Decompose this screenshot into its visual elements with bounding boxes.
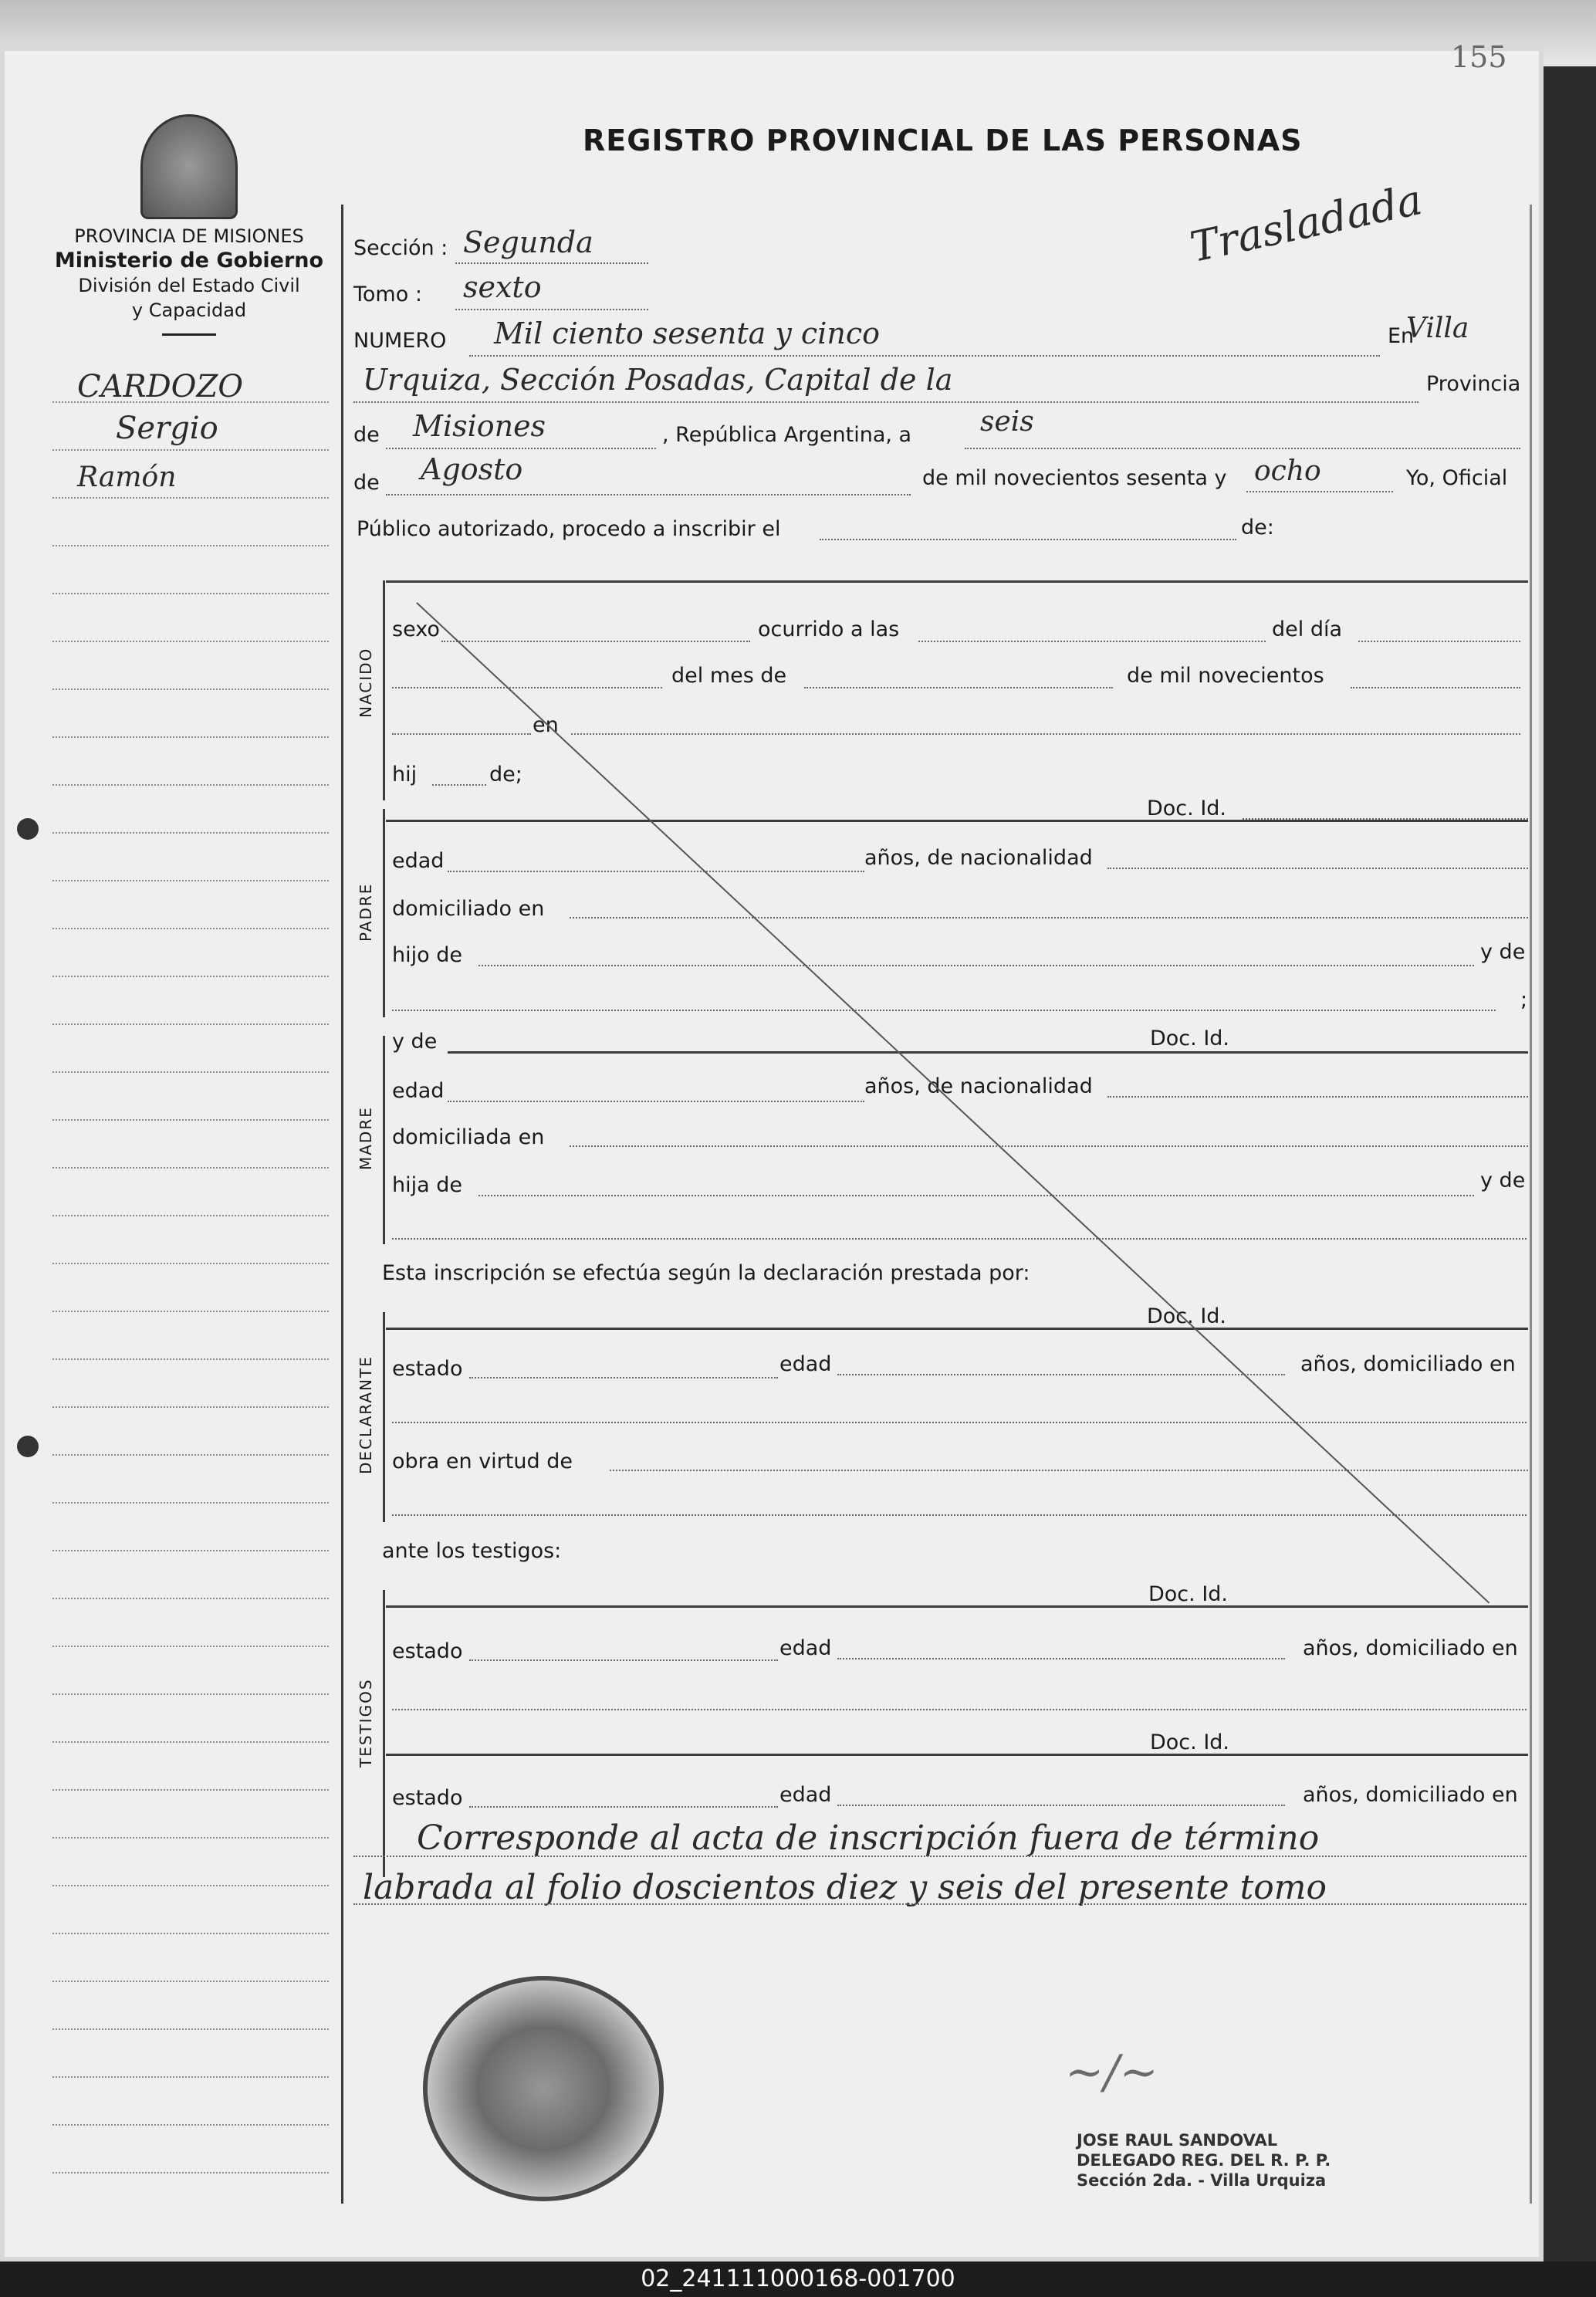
margin-rule-line — [52, 1502, 329, 1504]
note-rule1 — [353, 1856, 1527, 1857]
testigos-mid-rule — [386, 1754, 1528, 1756]
margin-rule-line — [52, 2124, 329, 2126]
madre-edad-line — [448, 1101, 864, 1102]
testigos-estado1-line — [469, 1659, 778, 1661]
margin-rule-line — [52, 641, 329, 642]
annulled-stamp: Trasladada — [1185, 175, 1426, 272]
binder-hole-icon — [17, 1436, 39, 1457]
provincia-label: Provincia — [1426, 372, 1521, 396]
margin-rule-line — [52, 1741, 329, 1743]
day-line — [965, 448, 1520, 449]
padre-edad-label: edad — [392, 849, 445, 873]
padre-section-label: PADRE — [357, 882, 375, 942]
madre-hija-label: hija de — [392, 1173, 462, 1197]
margin-rule-line — [52, 1981, 329, 1982]
nacido-brace — [383, 580, 391, 800]
declarante-obra-line — [610, 1470, 1528, 1471]
testigos-estado2-line — [469, 1806, 778, 1808]
en-line-a — [392, 733, 531, 735]
declarante-section-label: DECLARANTE — [357, 1355, 375, 1474]
place-line — [353, 401, 1418, 403]
testigos-doc2-label: Doc. Id. — [1150, 1730, 1230, 1754]
mes-line — [804, 687, 1113, 688]
issuer-division: División del Estado Civil — [78, 275, 300, 296]
page-number: 155 — [1451, 40, 1507, 74]
padre-doc-label: Doc. Id. — [1147, 797, 1227, 820]
padre-semicolon: ; — [1520, 988, 1528, 1012]
margin-surname: CARDOZO — [77, 369, 244, 404]
testigos-edad1-line — [837, 1658, 1285, 1659]
padre-hijo-line — [478, 965, 1474, 966]
margin-name1: Sergio — [116, 411, 218, 446]
seccion-line — [455, 262, 648, 264]
margin-rule-line — [52, 1406, 329, 1408]
yo-label: Yo, Oficial — [1406, 466, 1508, 490]
de-label: de — [353, 423, 380, 447]
margin-rule-line — [52, 2076, 329, 2078]
margin-rule-line — [52, 832, 329, 834]
padre-nac-line — [1107, 868, 1528, 869]
declarante-doc-label: Doc. Id. — [1147, 1304, 1227, 1328]
en-label-2: en — [533, 713, 559, 737]
margin-rule-line — [52, 688, 329, 690]
binder-hole-icon — [17, 818, 39, 840]
margin-rule-line — [52, 1215, 329, 1216]
hij-line — [432, 784, 486, 786]
testigos-estado1-label: estado — [392, 1639, 463, 1663]
margin-rule-line — [52, 545, 329, 546]
margin-rule-line — [52, 1311, 329, 1312]
tomo-label: Tomo : — [353, 282, 422, 306]
note-line2: labrada al folio doscientos diez y seis del presente tomo — [363, 1868, 1327, 1907]
margin-rule-line — [52, 976, 329, 977]
mil-label: de mil novecientos sesenta y — [922, 466, 1227, 490]
officer-stamp — [1077, 2130, 1331, 2190]
testigos-doc1-label: Doc. Id. — [1148, 1582, 1229, 1606]
year-line — [1246, 491, 1393, 492]
image-caption: 02_241111000168-001700 — [0, 2261, 1596, 2297]
margin-rule-line — [52, 401, 329, 403]
margin-rule-line — [52, 1933, 329, 1934]
sexo-label: sexo — [392, 617, 440, 641]
sexo-line — [441, 641, 750, 642]
dia-line — [392, 687, 662, 688]
nacido-top-rule — [386, 580, 1528, 583]
declarante-edad-line — [837, 1374, 1285, 1375]
column-divider — [341, 205, 343, 2204]
margin-rule-line — [52, 449, 329, 451]
note-rule2 — [353, 1903, 1527, 1905]
officer-section: Sección 2da. - Villa Urquiza — [1077, 2171, 1327, 2190]
declarante-extra-line — [392, 1514, 1527, 1516]
margin-rule-line — [52, 2028, 329, 2030]
margin-rule-line — [52, 1885, 329, 1886]
madre-yde-label: y de — [392, 1030, 438, 1054]
de-hij-label: de; — [489, 763, 522, 787]
declarante-top-rule — [386, 1328, 1528, 1330]
officer-title: DELEGADO REG. DEL R. P. P. — [1077, 2151, 1331, 2170]
padre-anios-label: años, de nacionalidad — [864, 846, 1093, 870]
margin-rule-line — [52, 1071, 329, 1073]
place-value: Urquiza, Sección Posadas, Capital de la — [363, 363, 953, 397]
testigos-anios2-label: años, domiciliado en — [1303, 1783, 1518, 1807]
testigos-estado2-label: estado — [392, 1786, 463, 1810]
declarante-domic-line — [392, 1422, 1527, 1423]
margin-rule-line — [52, 1358, 329, 1360]
testigos-intro: ante los testigos: — [382, 1539, 562, 1563]
margin-rule-line — [52, 497, 329, 499]
anio-line — [1351, 687, 1520, 688]
testigos-brace — [383, 1590, 391, 1877]
province-line — [386, 448, 656, 449]
padre-extra-line — [392, 1010, 1496, 1011]
madre-domic-label: domiciliada en — [392, 1125, 545, 1149]
de3-label: de: — [1241, 516, 1274, 540]
margin-rule-line — [52, 736, 329, 738]
madre-anios-label: años, de nacionalidad — [864, 1074, 1093, 1098]
margin-rule-line — [52, 2172, 329, 2174]
numero-label: NUMERO — [353, 329, 447, 353]
padre-brace — [383, 809, 391, 1017]
padre-domic-label: domiciliado en — [392, 897, 545, 921]
margin-rule-line — [52, 1789, 329, 1791]
padre-yde-label: y de — [1480, 940, 1526, 964]
tomo-line — [455, 309, 648, 310]
day-value: seis — [980, 406, 1034, 438]
hij-label: hij — [392, 763, 418, 787]
margin-rule-line — [52, 1550, 329, 1551]
padre-hijo-label: hijo de — [392, 943, 462, 967]
declarante-anios-label: años, domiciliado en — [1300, 1352, 1516, 1376]
issuer-capacity: y Capacidad — [131, 299, 247, 321]
madre-nac-line — [1107, 1096, 1528, 1098]
en-value: Villa — [1406, 313, 1469, 344]
margin-rule-line — [52, 784, 329, 786]
province-value: Misiones — [413, 409, 546, 443]
testigos-edad1-label: edad — [779, 1636, 832, 1660]
madre-yde2-label: y de — [1480, 1169, 1526, 1192]
de2-label: de — [353, 471, 380, 495]
testigos-anios1-label: años, domiciliado en — [1303, 1636, 1518, 1660]
numero-line — [469, 355, 1380, 357]
seccion-value: Segunda — [463, 225, 593, 259]
republica-label: , República Argentina, a — [662, 423, 912, 447]
madre-top-rule — [448, 1051, 1528, 1054]
right-border — [1530, 205, 1532, 2204]
note-line1: Corresponde al acta de inscripción fuera de término — [417, 1818, 1320, 1858]
en-line-b — [571, 733, 1520, 735]
testigos-edad2-line — [837, 1805, 1285, 1806]
testigos-domic1-line — [392, 1709, 1527, 1710]
signature-icon: ~/~ — [1065, 2045, 1158, 2099]
issuer-ministry: Ministerio de Gobierno — [54, 249, 324, 272]
tomo-value: sexto — [463, 270, 542, 304]
margin-rule-line — [52, 593, 329, 594]
divider — [162, 333, 216, 336]
margin-rule-line — [52, 1837, 329, 1839]
margin-rule-line — [52, 880, 329, 881]
madre-edad-label: edad — [392, 1079, 445, 1103]
margin-rule-line — [52, 1693, 329, 1695]
seccion-label: Sección : — [353, 236, 448, 260]
officer-name: JOSE RAUL SANDOVAL — [1077, 2131, 1278, 2150]
margin-rule-line — [52, 1263, 329, 1264]
issuer-block — [42, 224, 336, 336]
declarante-intro: Esta inscripción se efectúa según la declaración prestada por: — [382, 1261, 1030, 1285]
numero-value: Mil ciento sesenta y cinco — [494, 316, 880, 350]
margin-rule-line — [52, 1646, 329, 1647]
declarante-edad-label: edad — [779, 1352, 832, 1376]
document-title: REGISTRO PROVINCIAL DE LAS PERSONAS — [583, 123, 1303, 157]
madre-brace — [383, 1036, 391, 1244]
margin-name2: Ramón — [77, 462, 177, 493]
month-line — [386, 494, 911, 496]
madre-hija-line — [478, 1195, 1474, 1196]
act-line — [820, 539, 1236, 540]
testigos-section-label: TESTIGOS — [357, 1678, 375, 1768]
declarante-estado-label: estado — [392, 1357, 463, 1381]
del-dia-label: del día — [1272, 617, 1343, 641]
madre-doc-label: Doc. Id. — [1150, 1027, 1230, 1050]
margin-rule-line — [52, 1119, 329, 1121]
padre-edad-line — [448, 871, 864, 872]
issuer-province: PROVINCIA DE MISIONES — [74, 225, 304, 247]
provincial-seal-icon — [140, 114, 238, 219]
margin-rule-line — [52, 928, 329, 929]
hour-line — [918, 641, 1266, 642]
padre-domic-line — [570, 917, 1528, 918]
testigos-edad2-label: edad — [779, 1783, 832, 1807]
margin-rule-line — [52, 1598, 329, 1599]
margin-rule-line — [52, 1167, 329, 1169]
padre-top-rule — [386, 820, 1528, 822]
margin-rule-line — [52, 1454, 329, 1456]
declarante-estado-line — [469, 1377, 778, 1379]
en-label: En — [1388, 324, 1415, 348]
declarante-brace — [383, 1312, 391, 1522]
del-mes-label: del mes de — [671, 664, 787, 688]
declarante-obra-label: obra en virtud de — [392, 1450, 573, 1473]
year-value: ocho — [1254, 455, 1321, 487]
ocurrido-label: ocurrido a las — [758, 617, 900, 641]
official-round-stamp-icon — [423, 1976, 664, 2201]
madre-section-label: MADRE — [357, 1106, 375, 1170]
madre-domic-line — [570, 1145, 1528, 1147]
publico-label: Público autorizado, procedo a inscribir el — [357, 517, 781, 541]
day-line-2 — [1358, 641, 1520, 642]
madre-extra-line — [392, 1238, 1527, 1240]
testigos-top-rule — [386, 1605, 1528, 1608]
month-value: Agosto — [421, 452, 523, 486]
padre-doc-line — [1243, 818, 1528, 820]
mil-nov-label: de mil novecientos — [1127, 664, 1324, 688]
margin-rule-line — [52, 1023, 329, 1025]
nacido-section-label: NACIDO — [357, 647, 375, 718]
